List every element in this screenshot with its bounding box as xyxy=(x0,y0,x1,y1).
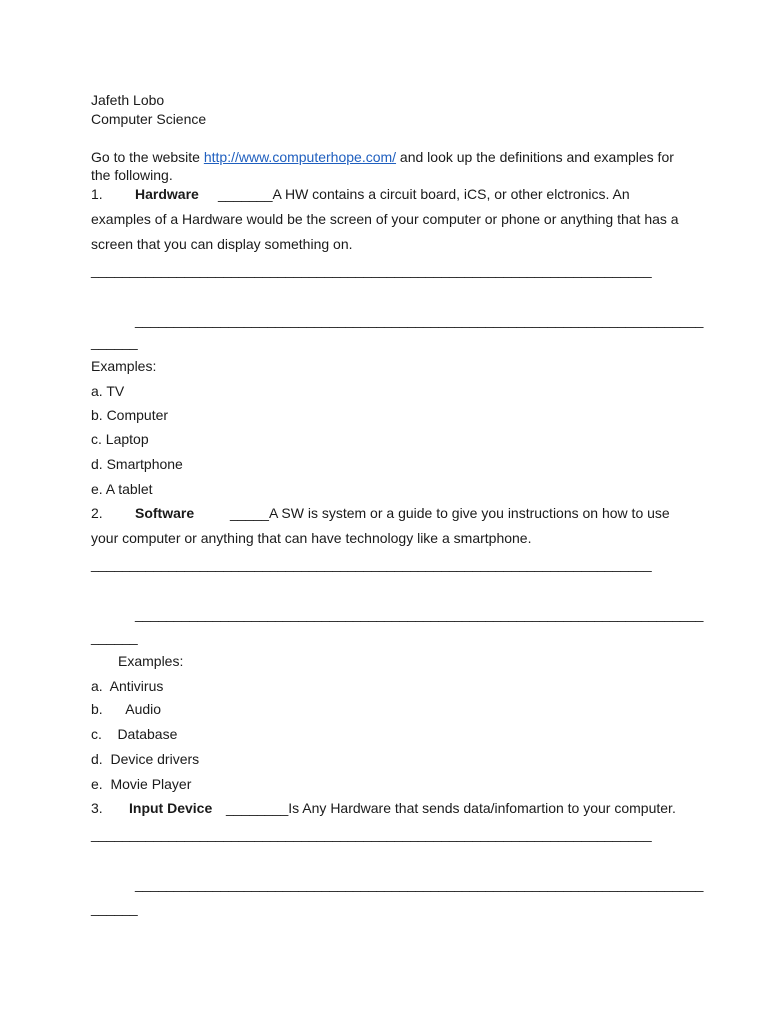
answer-blank: ________ xyxy=(226,800,289,816)
example-item: e. Movie Player xyxy=(91,776,192,792)
item-number: 2. xyxy=(91,505,103,521)
answer-blank: _______ xyxy=(218,186,273,202)
item-number: 3. xyxy=(91,800,103,816)
example-item: e. A tablet xyxy=(91,481,153,497)
answer-blank-line: _________________________________________________________________________ xyxy=(135,606,704,622)
example-item: d. Device drivers xyxy=(91,751,200,767)
answer-blank-line: _________________________________________________________________________ xyxy=(135,876,704,892)
definition-text: your computer or anything that can have technology like a smartphone. xyxy=(91,530,532,546)
example-item: d. Smartphone xyxy=(91,456,183,472)
term-input-device: Input Device xyxy=(129,800,213,816)
definition-text: examples of a Hardware would be the screen of your computer or phone or anything that has a xyxy=(91,211,679,227)
answer-line-software xyxy=(230,505,670,521)
intro-prefix: Go to the website xyxy=(91,149,204,165)
term-hardware: Hardware xyxy=(135,186,199,202)
answer-blank: _____ xyxy=(230,505,269,521)
example-item: c. Laptop xyxy=(91,431,149,447)
answer-blank-tail: ______ xyxy=(91,334,138,350)
answer-blank-line: ________________________________________________________________________ xyxy=(91,556,652,572)
answer-blank-tail: ______ xyxy=(91,900,138,916)
computerhope-link[interactable]: http://www.computerhope.com/ xyxy=(203,149,397,165)
term-software: Software xyxy=(135,505,195,521)
example-item: a. Antivirus xyxy=(91,678,164,694)
intro-line-2: the following. xyxy=(91,167,173,183)
definition-text: Is Any Hardware that sends data/infomartion to your computer. xyxy=(288,800,676,816)
answer-blank-line: ________________________________________________________________________ xyxy=(91,262,652,278)
subject-title: Computer Science xyxy=(91,111,207,127)
definition-text: A HW contains a circuit board, iCS, or other elctronics. An xyxy=(272,186,630,202)
answer-line-hardware xyxy=(218,186,630,202)
student-name: Jafeth Lobo xyxy=(91,92,165,108)
definition-text: screen that you can display something on. xyxy=(91,236,353,252)
intro-suffix: and look up the definitions and examples for xyxy=(396,149,674,165)
example-item: a. TV xyxy=(91,383,125,399)
item-number: 1. xyxy=(91,186,103,202)
example-item: b. Audio xyxy=(91,701,162,717)
answer-blank-line: _________________________________________________________________________ xyxy=(135,312,704,328)
definition-text: A SW is system or a guide to give you instructions on how to use xyxy=(268,505,670,521)
examples-label: Examples: xyxy=(118,653,184,669)
intro-line xyxy=(91,149,674,165)
answer-blank-line: ________________________________________________________________________ xyxy=(91,826,652,842)
answer-blank-tail: ______ xyxy=(91,629,138,645)
example-item: c. Database xyxy=(91,726,178,742)
answer-line-input-device xyxy=(226,800,676,816)
example-item: b. Computer xyxy=(91,407,169,423)
examples-label: Examples: xyxy=(91,358,157,374)
